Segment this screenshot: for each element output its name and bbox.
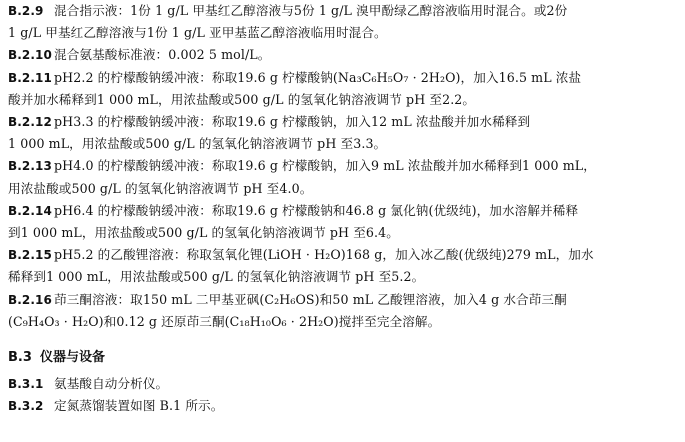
entry-number: B.2.9 [8,4,44,18]
section-title: 仪器与设备 [40,350,106,366]
entry-number: B.2.14 [8,203,52,218]
entry-text-line2: 酸并加水稀释到1 000 mL，用浓盐酸或500 g/L 的氢氧化钠溶液调节 pH 至2.2。 [8,91,476,107]
entry-text-line1: 混合氨基酸标准液：0.002 5 mol/L。 [54,47,271,63]
entry-text: 氨基酸自动分析仪。 [54,376,169,392]
entry-number: B.2.12 [8,115,52,130]
section-heading-b-3 [8,347,675,369]
entry-text-line2: 1 g/L 甲基红乙醇溶液与1份 1 g/L 亚甲基蓝乙醇溶液临用时混合。 [8,25,387,41]
entry-b-2-11 [8,67,675,111]
entry-b-2-10 [8,44,675,66]
entry-number: B.3.2 [8,399,44,414]
entry-text: 定氮蒸馏装置如图 B.1 所示。 [54,398,224,414]
entry-number: B.2.11 [8,70,52,85]
entry-number: B.2.15 [8,248,52,263]
entry-b-2-13 [8,155,675,199]
entry-text-line2: (C₉H₄O₃ · H₂O)和0.12 g 还原茚三酮(C₁₈H₁₀O₆ · 2H₂O)搅拌至完全溶解。 [8,313,441,329]
entry-number: B.2.10 [8,48,52,63]
entry-text-line1: pH4.0 的柠檬酸钠缓冲液：称取19.6 g 柠檬酸钠，加入9 mL 浓盐酸并加水稀释到1 000 mL， [54,158,596,174]
entry-text-line2: 稀释到1 000 mL，用浓盐酸或500 g/L 的氢氧化钠溶液调节 pH 至5.2。 [8,269,425,285]
entry-number: B.2.13 [8,159,52,174]
entry-text-line1: pH3.3 的柠檬酸钠缓冲液：称取19.6 g 柠檬酸钠，加入12 mL 浓盐酸并加水稀释到 [54,114,531,130]
entry-text-line2: 1 000 mL，用浓盐酸或500 g/L 的氢氧化钠溶液调节 pH 至3.3。 [8,136,387,152]
entry-text-line2: 到1 000 mL，用浓盐酸或500 g/L 的氢氧化钠溶液调节 pH 至6.4。 [8,225,399,241]
entry-text-line1: pH5.2 的乙酸锂溶液：称取氢氧化锂(LiOH · H₂O)168 g，加入冰乙酸(优级纯)279 mL，加水 [54,247,594,263]
entry-number: B.2.16 [8,292,52,307]
entry-text-line1: 茚三酮溶液：取150 mL 二甲基亚砜(C₂H₆OS)和50 mL 乙酸锂溶液，加入4 g 水合茚三酮 [54,291,567,307]
entry-b-3-2 [8,395,675,417]
entry-text-line1: 混合指示液：1份 1 g/L 甲基红乙醇溶液与5份 1 g/L 溴甲酚绿乙醇溶液临用时混合。或2份 [54,3,568,18]
entry-b-2-14 [8,200,675,244]
entry-b-2-12 [8,111,675,155]
entry-text-line1: pH2.2 的柠檬酸钠缓冲液：称取19.6 g 柠檬酸钠(Na₃C₆H₅O₇ · 2H₂O)，加入16.5 mL 浓盐 [54,69,582,85]
entry-b-2-16 [8,289,675,333]
entry-b-3-1 [8,373,675,395]
entry-text-line2: 用浓盐酸或500 g/L 的氢氧化钠溶液调节 pH 至4.0。 [8,180,313,196]
entry-text-line1: pH6.4 的柠檬酸钠缓冲液：称取19.6 g 柠檬酸钠和46.8 g 氯化钠(优级纯)，加水溶解并稀释 [54,202,579,218]
entry-b-2-9 [8,0,675,44]
entry-number: B.3.1 [8,377,44,392]
entry-b-2-15 [8,244,675,288]
section-number: B.3 [8,350,32,366]
